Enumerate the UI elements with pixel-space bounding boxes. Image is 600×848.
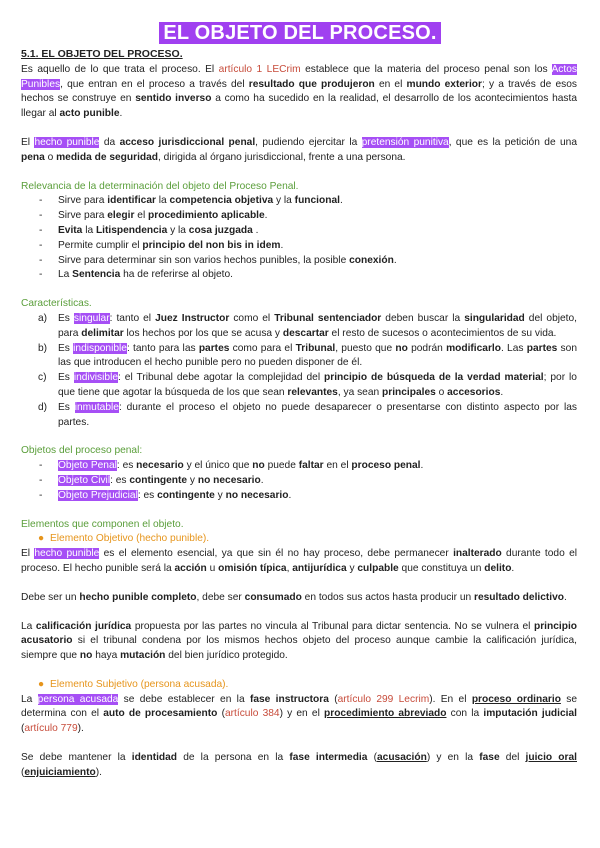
highlight: hecho punible [34,548,100,560]
bullet-icon: ● [38,678,45,690]
section-heading: 5.1. EL OBJETO DEL PROCESO. [21,48,183,60]
list-item: - Sirve para identificar la competencia objetiva y la funcional. [21,194,577,209]
highlight: indivisible [73,372,119,384]
subheading-subjetivo: ● Elemento Subjetivo (persona acusada). [21,678,577,693]
reference-link: artículo 384 [224,708,280,720]
document-body [21,47,577,781]
paragraph-identidad: Se debe mantener la identidad de la persona en la fase intermedia (acusación) y en la fase del juicio oral (enjuiciamiento). [21,752,577,778]
paragraph-hecho-punible: El hecho punible da acceso jurisdiccional penal, pudiendo ejercitar la pretensión punitiva, que es la petición de una pena o medida de seguridad, dirigida al órgano jurisdiccional, frente a una persona. [21,136,577,163]
page-title: EL OBJETO DEL PROCESO. [159,22,440,44]
highlight: inmutable [74,401,119,413]
highlight: Objeto Penal [58,460,117,472]
highlight: indisponible [73,342,127,354]
list-item: - La Sentencia ha de referirse al objeto. [21,268,577,283]
highlight: pretensión punitiva [361,136,449,148]
list-item: - Objeto Civil: es contingente y no necesario. [21,474,577,489]
list-caracteristicas [21,312,577,430]
list-item: - Evita la Litispendencia y la cosa juzgada . [21,224,577,239]
highlight: singular [73,312,110,324]
paragraph-completo: Debe ser un hecho punible completo, debe ser consumado en todos sus actos hasta producir un resultado delictivo. [21,591,567,603]
reference-link: artículo 779 [24,723,78,735]
list-item: d) Es inmutable: durante el proceso el objeto no puede desaparecer o presentarse con distinto aspecto por las partes. [38,401,577,428]
list-item: - Permite cumplir el principio del non bis in idem. [21,239,577,254]
heading-objetos: Objetos del proceso penal: [21,445,143,457]
list-item: - Objeto Prejudicial: es contingente y no necesario. [21,489,577,504]
list-item: a) Es singular: tanto el Juez Instructor como el Tribunal sentenciador deben buscar la singularidad del objeto, para delimitar los hechos por los que se acusa y descartar el resto de sucesos o acontecimientos de su vida. [38,312,578,339]
reference-link: artículo 1 LECrim [218,63,301,75]
list-item: - Sirve para elegir el procedimiento aplicable. [21,209,577,224]
paragraph-calificacion: La calificación jurídica propuesta por las partes no vincula al Tribunal para dictar sentencia. No se vulnera el principio acusatorio si el tribunal condena por los mismos hechos objeto del proceso aunque cambie la calificación jurídica, siempre que no haya mutación del bien jurídico protegido. [21,620,577,662]
highlight: hecho punible [34,136,100,148]
list-item: b) Es indisponible: tanto para las partes como para el Tribunal, puesto que no podrán modificarlo. Las partes son las que introducen el hecho punible pero no pueden disponer de él. [38,342,577,369]
reference-link: artículo 299 Lecrim [337,693,430,705]
paragraph-objetivo: El hecho punible es el elemento esencial, ya que sin él no hay proceso, debe permanecer inalterado durante todo el proceso. El hecho punible será la acción u omisión típica, antijurídica y culpable que constituya un delito. [21,548,577,574]
subheading-objetivo: ● Elemento Objetivo (hecho punible). [21,532,577,547]
highlight: Objeto Prejudicial [58,489,138,501]
heading-relevancia: Relevancia de la determinación del objeto del Proceso Penal. [21,180,299,192]
bullet-icon: ● [38,533,45,545]
list-objetos [21,459,577,503]
highlight: Objeto Civil [58,474,111,486]
heading-elementos: Elementos que componen el objeto. [21,518,184,530]
paragraph-intro: Es aquello de lo que trata el proceso. El artículo 1 LECrim establece que la materia del proceso penal son los Actos Punibles, que entran en el proceso a través del resultado que produjeron en el mundo exterior; y a través de esos hechos se construye en sentido inverso a como ha sucedido en la realidad, el desarrollo de los acontecimientos hasta llegar al acto punible. [21,63,577,120]
list-item: c) Es indivisible: el Tribunal debe agotar la complejidad del principio de búsqueda de la verdad material; por lo que tiene que agotar la búsqueda de los que sean relevantes, ya sean principales o accesorios. [38,372,577,398]
list-item: - Objeto Penal: es necesario y el único que no puede faltar en el proceso penal. [21,459,577,474]
heading-caracteristicas: Características. [21,298,92,310]
paragraph-subjetivo: La persona acusada se debe establecer en la fase instructora (artículo 299 Lecrim). En el proceso ordinario se determina con el auto de procesamiento (artículo 384) y en el procedimiento abreviado con la imputación judicial (artículo 779). [21,693,578,735]
list-relevancia [21,194,577,283]
highlight: Actos Punibles [21,63,577,90]
list-item: - Sirve para determinar sin son varios hechos punibles, la posible conexión. [21,254,577,269]
highlight: persona acusada [37,693,119,705]
